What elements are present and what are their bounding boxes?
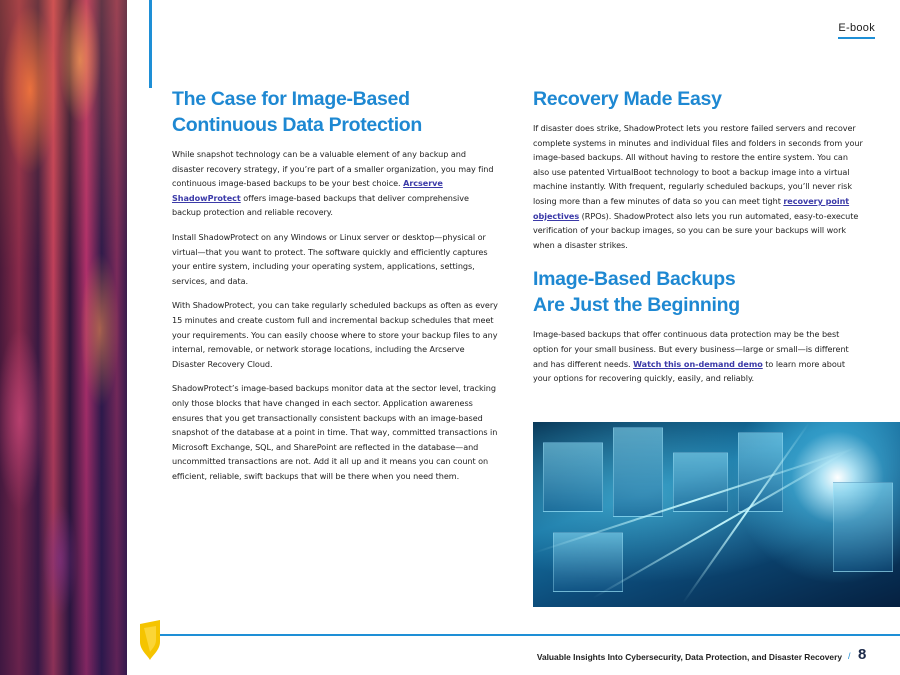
right-p1-text-after: (RPOs). ShadowProtect also lets you run automated, easy-to-execute verification of your backup images, so you can be sure your backups will work when a disaster strikes. <box>533 210 859 250</box>
right-column <box>533 86 863 396</box>
image-based-heading-line2: Are Just the Beginning <box>533 294 740 317</box>
left-heading-line2: Continuous Data Protection <box>172 114 423 136</box>
top-accent-rule <box>149 0 152 88</box>
right-p2-text: Image-based backups that offer continuous data protection may be the best option for your small business. But every business—large or small—is different and has different needs. <box>533 329 849 369</box>
image-block <box>613 427 663 517</box>
on-demand-demo-link[interactable]: Watch this on-demand demo <box>633 358 763 369</box>
right-p1-text: If disaster does strike, ShadowProtect lets you restore failed servers and recover complete systems in minutes and individual files and folders in seconds from your image-based backups. All without having to restore the entire system. You can also use patented VirtualBoot technology to boot a backup image into a virtual machine instantly. With frequent, regularly scheduled backups, you’ll never risk losing more than a few minutes of data so you can meet tight <box>533 123 863 206</box>
left-column <box>172 86 500 493</box>
arcserve-shadowprotect-link[interactable]: Arcserve ShadowProtect <box>172 178 443 203</box>
right-paragraph-2 <box>533 327 863 385</box>
recovery-point-objectives-link[interactable]: recovery point objectives <box>533 195 850 221</box>
right-paragraph-1 <box>533 121 863 252</box>
footer-separator: / <box>848 651 851 661</box>
footer-title: Valuable Insights Into Cybersecurity, Data Protection, and Disaster Recovery <box>536 652 842 662</box>
image-based-heading-line1: Image-Based Backups <box>533 268 736 291</box>
image-based-heading <box>533 266 863 318</box>
left-heading-line1: The Case for Image-Based <box>172 88 410 110</box>
image-block <box>833 482 893 572</box>
left-paragraph-1 <box>172 147 500 220</box>
left-paragraph-2: Install ShadowProtect on any Windows or Linux server or desktop—physical or virtual—that you want to protect. The software quickly and efficiently captures your entire system, including your operating system, applications, settings, services, and data. <box>172 231 488 286</box>
left-heading <box>172 86 500 138</box>
image-block <box>543 442 603 512</box>
footer-rule <box>160 634 900 636</box>
right-p2-text-after: to learn more about your options for recovering quickly, easily, and reliably. <box>533 358 845 384</box>
page-number: 8 <box>858 646 867 663</box>
arcserve-shield-logo <box>138 620 162 660</box>
ebook-label: E-book <box>838 22 875 39</box>
decorative-side-image <box>0 0 127 675</box>
left-p1-text: While snapshot technology can be a valuable element of any backup and disaster recovery strategy, if you’re part of a smaller organization, you may find continuous image-based backups to be your best choice. <box>172 149 494 189</box>
left-paragraph-3: With ShadowProtect, you can take regularly scheduled backups as often as every 15 minutes and create custom full and incremental backup schedules that meet your requirements. You can easily choose where to store your backup files to any internal, removable, or network storage locations, including the Arcserve Disaster Recovery Cloud. <box>172 300 498 369</box>
recovery-heading: Recovery Made Easy <box>533 88 722 110</box>
left-p1-text-after: offers image-based backups that deliver comprehensive backup protection and reliable recovery. <box>172 192 469 218</box>
data-network-image <box>533 422 900 607</box>
left-paragraph-4: ShadowProtect’s image-based backups monitor data at the sector level, tracking only those blocks that have changed in each sector. Application awareness ensures that you get transactionally consistent backups with an image-based snapshot of the database at a point in time. That way, committed transactions in Microsoft Exchange, SQL, and SharePoint are reflected in the database—and uncommitted transactions are not. Add it all up and it means you can count on efficient, reliable, swift backups that will be there when you need them. <box>172 383 498 481</box>
